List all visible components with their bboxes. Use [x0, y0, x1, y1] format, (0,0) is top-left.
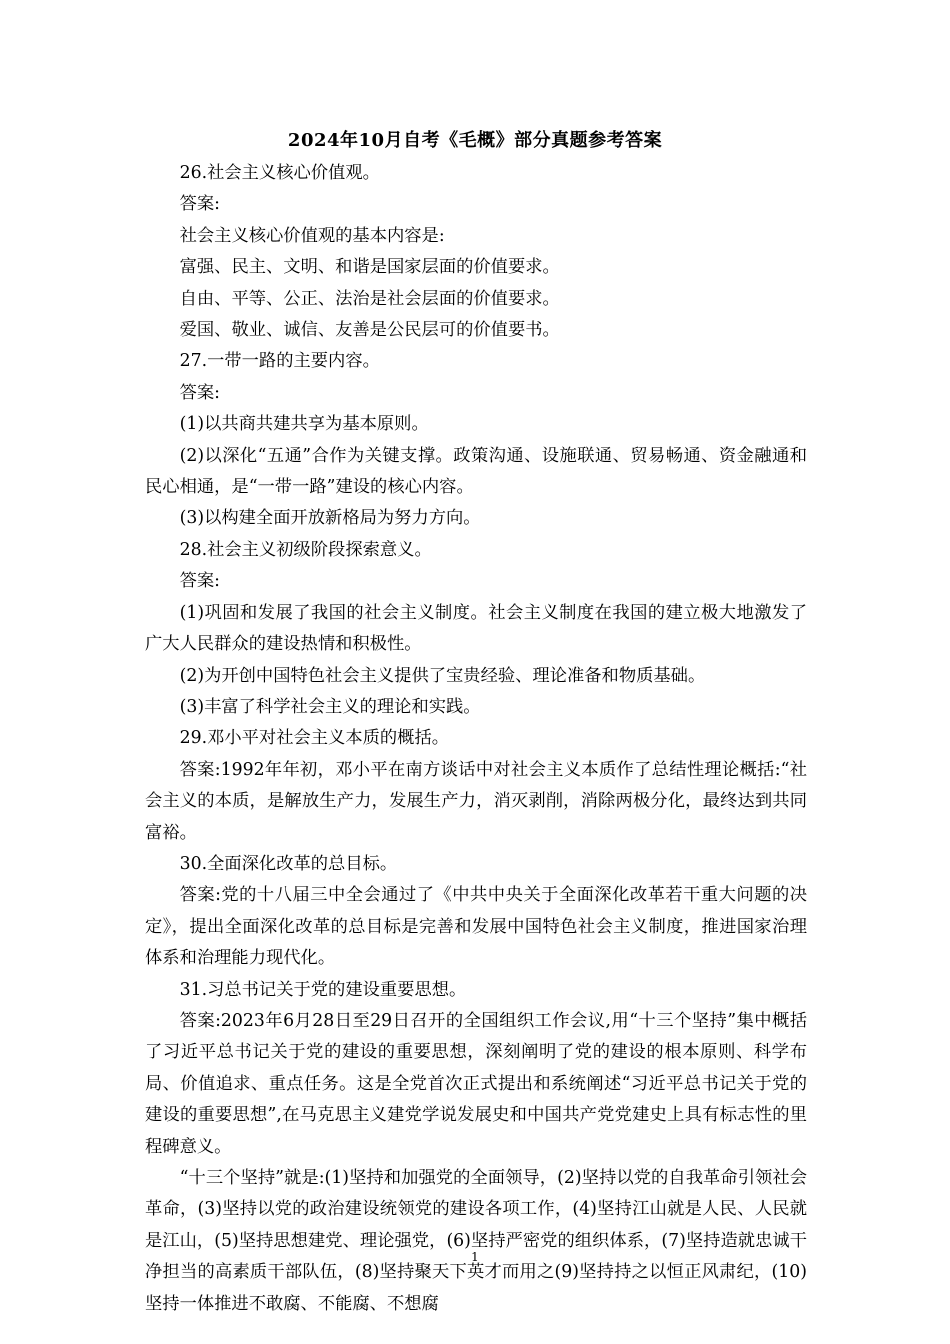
paragraph: 答案:党的十八届三中全会通过了《中共中央关于全面深化改革若干重大问题的决定》，提出全面深化改革的总目标是完善和发展中国特色社会主义制度，推进国家治理体系和治理能力现代化。	[145, 885, 807, 969]
paragraph: 富强、民主、文明、和谐是国家层面的价值要求。	[179, 257, 560, 278]
paragraph: 爱国、敬业、诚信、友善是公民层可的价值要书。	[179, 320, 560, 341]
paragraph: 社会主义核心价值观的基本内容是:	[179, 225, 445, 246]
paragraph: 26.社会主义核心价值观。	[179, 163, 380, 183]
paragraph: “十三个坚持”就是:(1)坚持和加强党的全面领导，(2)坚持以党的自我革命引领社会革命，(3)坚持以党的政治建设统领党的建设各项工作，(4)坚持江山就是人民、人民就是江山，(5)坚持思想建党、理论强党，(6)坚持严密党的组织体系，(7)坚持造就忠诚干净担当的高素质干部队伍，(8)坚持聚天下英才而用之(9)坚持持之以恒正风肃纪，(10)坚持一体推进不敢腐、不能腐、不想腐	[145, 1168, 807, 1314]
paragraph: 答案:	[179, 382, 220, 403]
paragraph: 答案:	[179, 194, 220, 215]
paragraph: 30.全面深化改革的总目标。	[179, 853, 398, 874]
paragraph: (3)以构建全面开放新格局为努力方向。	[179, 508, 481, 529]
paragraph: (2)以深化“五通”合作为关键支撑。政策沟通、设施联通、贸易畅通、资金融通和民心相通，是“一带一路”建设的核心内容。	[145, 445, 807, 498]
page-number: 1	[471, 1250, 479, 1264]
paragraph: 28.社会主义初级阶段探索意义。	[179, 539, 432, 560]
paragraph: (1)巩固和发展了我国的社会主义制度。社会主义制度在我国的建立极大地激发了广大人民群众的建设热情和积极性。	[145, 602, 807, 655]
paragraph: 29.邓小平对社会主义本质的概括。	[179, 728, 450, 749]
document-title: 2024年10月自考《毛概》部分真题参考答案	[287, 130, 663, 151]
paragraph: (3)丰富了科学社会主义的理论和实践。	[179, 696, 481, 717]
paragraph: 27.一带一路的主要内容。	[179, 351, 380, 372]
paragraph: 31.习总书记关于党的建设重要思想。	[179, 979, 467, 1000]
paragraph: 答案:1992年年初，邓小平在南方谈话中对社会主义本质作了总结性理论概括:“社会主义的本质，是解放生产力，发展生产力，消灭剥削，消除两极分化，最终达到共同富裕。	[145, 759, 807, 843]
paragraph: (2)为开创中国特色社会主义提供了宝贵经验、理论准备和物质基础。	[179, 665, 706, 686]
paragraph: 自由、平等、公正、法治是社会层面的价值要求。	[179, 288, 560, 309]
paragraph: 答案:	[179, 571, 220, 592]
document-body	[145, 158, 807, 1320]
paragraph: (1)以共商共建共享为基本原则。	[179, 414, 429, 435]
paragraph: 答案:2023年6月28日至29日召开的全国组织工作会议,用“十三个坚持”集中概括了习近平总书记关于党的建设的重要思想，深刻阐明了党的建设的根本原则、科学布局、价值追求、重点任务。这是全党首次正式提出和系统阐述“习近平总书记关于党的建设的重要思想”,在马克思主义建党学说发展史和中国共产党党建史上具有标志性的里程碑意义。	[145, 1010, 807, 1157]
